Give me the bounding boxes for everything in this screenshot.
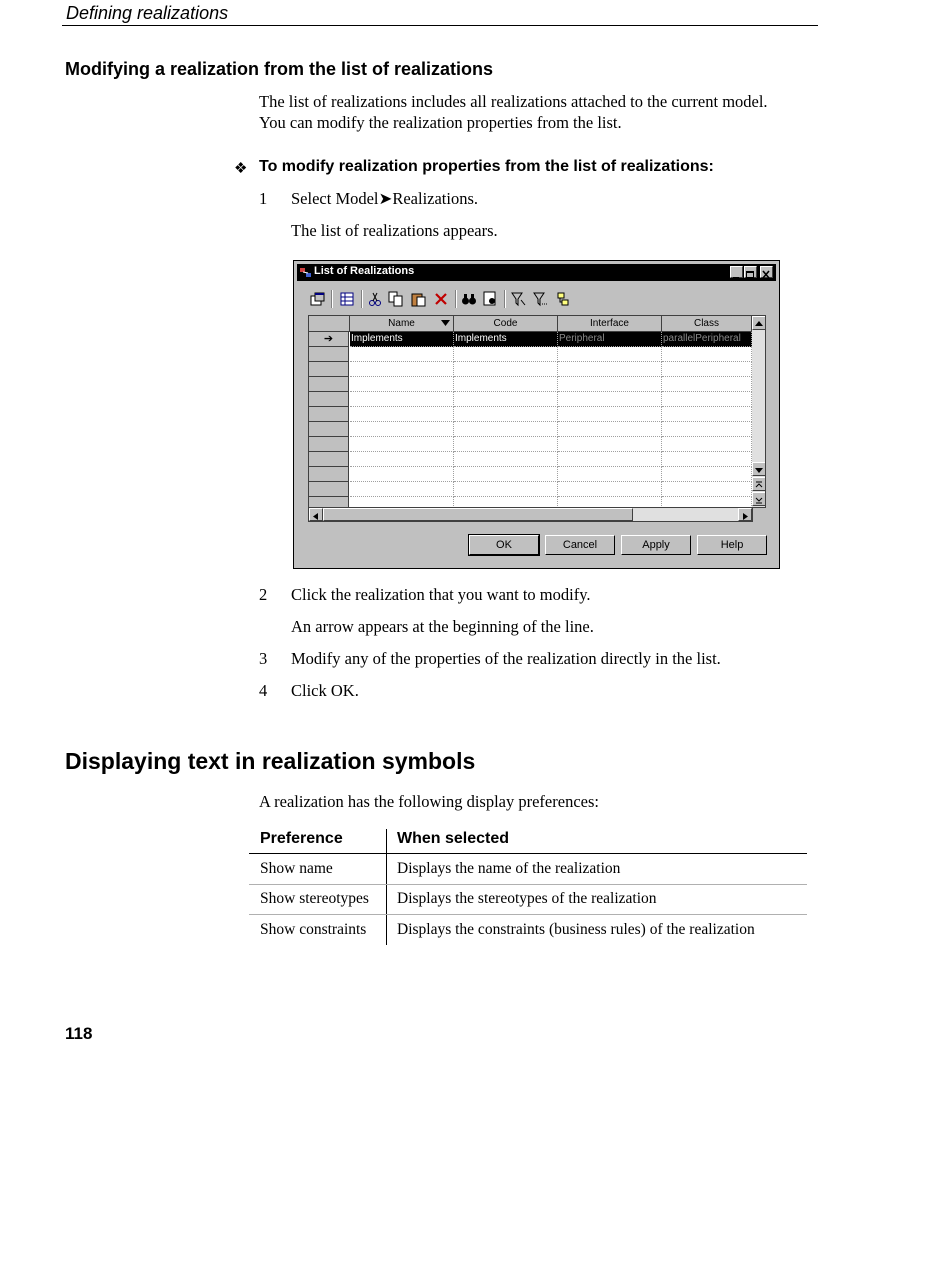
empty-cell[interactable] xyxy=(350,347,454,362)
intro-line: You can modify the realization properties from the list. xyxy=(259,113,622,132)
maximize-button[interactable] xyxy=(744,266,757,278)
preferences-table xyxy=(249,829,807,945)
procedure-bullet-icon: ❖ xyxy=(234,160,248,177)
filter-icon[interactable] xyxy=(511,291,527,307)
page-down-button[interactable] xyxy=(752,492,766,506)
scroll-down-button[interactable] xyxy=(752,462,766,476)
empty-cell[interactable] xyxy=(662,392,752,407)
intro-paragraph xyxy=(259,91,819,133)
arrow-up-icon xyxy=(753,318,765,330)
empty-cell[interactable] xyxy=(350,377,454,392)
empty-cell[interactable] xyxy=(454,407,558,422)
empty-cell[interactable] xyxy=(454,362,558,377)
cut-icon[interactable] xyxy=(367,291,383,307)
empty-cell[interactable] xyxy=(558,362,662,377)
help-button[interactable]: Help xyxy=(697,535,767,555)
column-header-label: Code xyxy=(493,318,518,329)
column-header-label: Class xyxy=(693,318,719,329)
step-text: Click OK. xyxy=(291,681,359,700)
column-header-class[interactable] xyxy=(662,316,752,332)
empty-cell[interactable] xyxy=(558,377,662,392)
ok-button[interactable]: OK xyxy=(469,535,539,555)
header-rule xyxy=(62,25,818,26)
empty-cell[interactable] xyxy=(558,407,662,422)
apply-button[interactable]: Apply xyxy=(621,535,691,555)
empty-cell[interactable] xyxy=(558,437,662,452)
row-header-corner xyxy=(309,316,350,332)
empty-cell[interactable] xyxy=(454,467,558,482)
section-title: Modifying a realization from the list of realizations xyxy=(65,59,494,79)
scroll-up-button[interactable] xyxy=(752,316,766,330)
row-header[interactable] xyxy=(309,347,349,362)
copy-icon[interactable] xyxy=(388,291,404,307)
table-cell-description: Displays the name of the realization xyxy=(397,860,621,877)
current-row-arrow-icon: ➔ xyxy=(323,333,334,345)
empty-cell[interactable] xyxy=(350,452,454,467)
empty-cell[interactable] xyxy=(350,392,454,407)
empty-cell[interactable] xyxy=(454,392,558,407)
scroll-right-button[interactable] xyxy=(738,508,752,521)
page-number: 118 xyxy=(65,1024,93,1043)
empty-cell[interactable] xyxy=(662,467,752,482)
minimize-button[interactable] xyxy=(730,266,743,278)
realizations-grid[interactable] xyxy=(308,315,766,508)
row-header[interactable] xyxy=(309,437,349,452)
horizontal-scrollbar[interactable] xyxy=(308,507,753,522)
step-result: The list of realizations appears. xyxy=(291,221,498,240)
close-button[interactable] xyxy=(760,266,773,278)
table-cell-description: Displays the stereotypes of the realization xyxy=(397,890,657,907)
empty-cell[interactable] xyxy=(350,437,454,452)
dialog-title: List of Realizations xyxy=(314,265,415,277)
arrow-down-icon xyxy=(753,464,765,476)
dialog-title-bar xyxy=(297,264,776,281)
customize-columns-icon[interactable] xyxy=(339,291,355,307)
row-header[interactable] xyxy=(309,452,349,467)
find-icon[interactable] xyxy=(461,291,477,307)
empty-cell[interactable] xyxy=(662,452,752,467)
column-header-code[interactable] xyxy=(454,316,558,332)
find-in-diagram-icon[interactable] xyxy=(483,291,499,307)
toolbar-separator xyxy=(331,290,333,308)
empty-cell[interactable] xyxy=(350,362,454,377)
table-cell-preference: Show name xyxy=(260,860,333,877)
remove-filter-icon[interactable] xyxy=(533,291,549,307)
column-header-label: Name xyxy=(388,318,415,329)
row-header[interactable] xyxy=(309,422,349,437)
section-title: Displaying text in realization symbols xyxy=(65,748,476,774)
row-header[interactable] xyxy=(309,407,349,422)
empty-cell[interactable] xyxy=(350,422,454,437)
empty-cell[interactable] xyxy=(558,392,662,407)
row-rule xyxy=(249,884,807,885)
empty-cell[interactable] xyxy=(454,422,558,437)
cell-code[interactable]: Implements xyxy=(454,332,558,347)
empty-cell[interactable] xyxy=(558,467,662,482)
app-icon xyxy=(300,267,311,278)
step-text: Modify any of the properties of the realization directly in the list. xyxy=(291,649,721,668)
empty-cell[interactable] xyxy=(662,377,752,392)
scroll-left-button[interactable] xyxy=(309,508,323,521)
row-header[interactable] xyxy=(309,482,349,497)
empty-cell[interactable] xyxy=(454,437,558,452)
step-text: Click the realization that you want to modify. xyxy=(291,585,591,604)
empty-cell[interactable] xyxy=(350,407,454,422)
toolbar-separator xyxy=(361,290,363,308)
column-header-interface[interactable] xyxy=(558,316,662,332)
table-cell-preference: Show constraints xyxy=(260,921,367,938)
intro-line: The list of realizations includes all realizations attached to the current model. xyxy=(259,92,768,111)
row-rule xyxy=(249,914,807,915)
empty-cell[interactable] xyxy=(662,362,752,377)
step-number: 1 xyxy=(259,189,268,208)
empty-cell[interactable] xyxy=(454,452,558,467)
arrow-left-icon xyxy=(310,511,322,522)
step-number: 2 xyxy=(259,585,268,604)
column-header-label: Interface xyxy=(590,318,629,329)
section-intro: A realization has the following display preferences: xyxy=(259,792,599,811)
close-icon xyxy=(761,270,772,280)
vertical-scrollbar[interactable] xyxy=(752,316,766,508)
page-up-icon xyxy=(753,479,765,491)
include-subpackages-icon[interactable] xyxy=(556,291,572,307)
cell-name[interactable]: Implements xyxy=(350,332,454,347)
row-header[interactable] xyxy=(309,467,349,482)
scroll-thumb[interactable] xyxy=(323,508,633,521)
empty-cell[interactable] xyxy=(558,422,662,437)
empty-cell[interactable] xyxy=(662,422,752,437)
toolbar-separator xyxy=(504,290,506,308)
step-text: Select Model➤Realizations. xyxy=(291,189,479,208)
paste-icon[interactable] xyxy=(411,291,427,307)
maximize-icon xyxy=(745,270,756,280)
empty-cell[interactable] xyxy=(454,347,558,362)
cancel-button[interactable]: Cancel xyxy=(545,535,615,555)
list-of-realizations-dialog xyxy=(293,260,780,569)
empty-cell[interactable] xyxy=(558,482,662,497)
table-cell-description: Displays the constraints (business rules) of the realization xyxy=(397,921,755,938)
step-number: 4 xyxy=(259,681,268,700)
table-header-preference: Preference xyxy=(260,830,343,847)
empty-cell[interactable] xyxy=(454,482,558,497)
properties-icon[interactable] xyxy=(310,291,326,307)
step-result: An arrow appears at the beginning of the line. xyxy=(291,617,594,636)
empty-cell[interactable] xyxy=(662,347,752,362)
cell-class[interactable]: parallelPeripheral xyxy=(662,332,752,347)
minimize-icon xyxy=(731,270,742,280)
empty-cell[interactable] xyxy=(662,407,752,422)
page-down-icon xyxy=(753,494,765,506)
table-cell-preference: Show stereotypes xyxy=(260,890,369,907)
header-rule xyxy=(249,853,807,854)
empty-cell[interactable] xyxy=(350,467,454,482)
toolbar-separator xyxy=(455,290,457,308)
column-header-name[interactable] xyxy=(350,316,454,332)
row-header-current[interactable] xyxy=(309,332,349,347)
row-header[interactable] xyxy=(309,377,349,392)
running-head: Defining realizations xyxy=(66,3,229,23)
delete-icon[interactable] xyxy=(433,291,449,307)
empty-cell[interactable] xyxy=(558,347,662,362)
empty-cell[interactable] xyxy=(662,482,752,497)
page-up-button[interactable] xyxy=(752,477,766,491)
empty-cell[interactable] xyxy=(558,452,662,467)
sort-arrow-icon[interactable] xyxy=(441,320,450,327)
procedure-title: To modify realization properties from the list of realizations: xyxy=(259,158,714,175)
empty-cell[interactable] xyxy=(662,437,752,452)
arrow-right-icon xyxy=(739,511,751,522)
row-header[interactable] xyxy=(309,362,349,377)
row-header[interactable] xyxy=(309,392,349,407)
step-number: 3 xyxy=(259,649,268,668)
empty-cell[interactable] xyxy=(454,377,558,392)
cell-interface[interactable]: Peripheral xyxy=(558,332,662,347)
empty-cell[interactable] xyxy=(350,482,454,497)
table-header-when-selected: When selected xyxy=(397,830,510,847)
column-divider xyxy=(386,829,387,945)
